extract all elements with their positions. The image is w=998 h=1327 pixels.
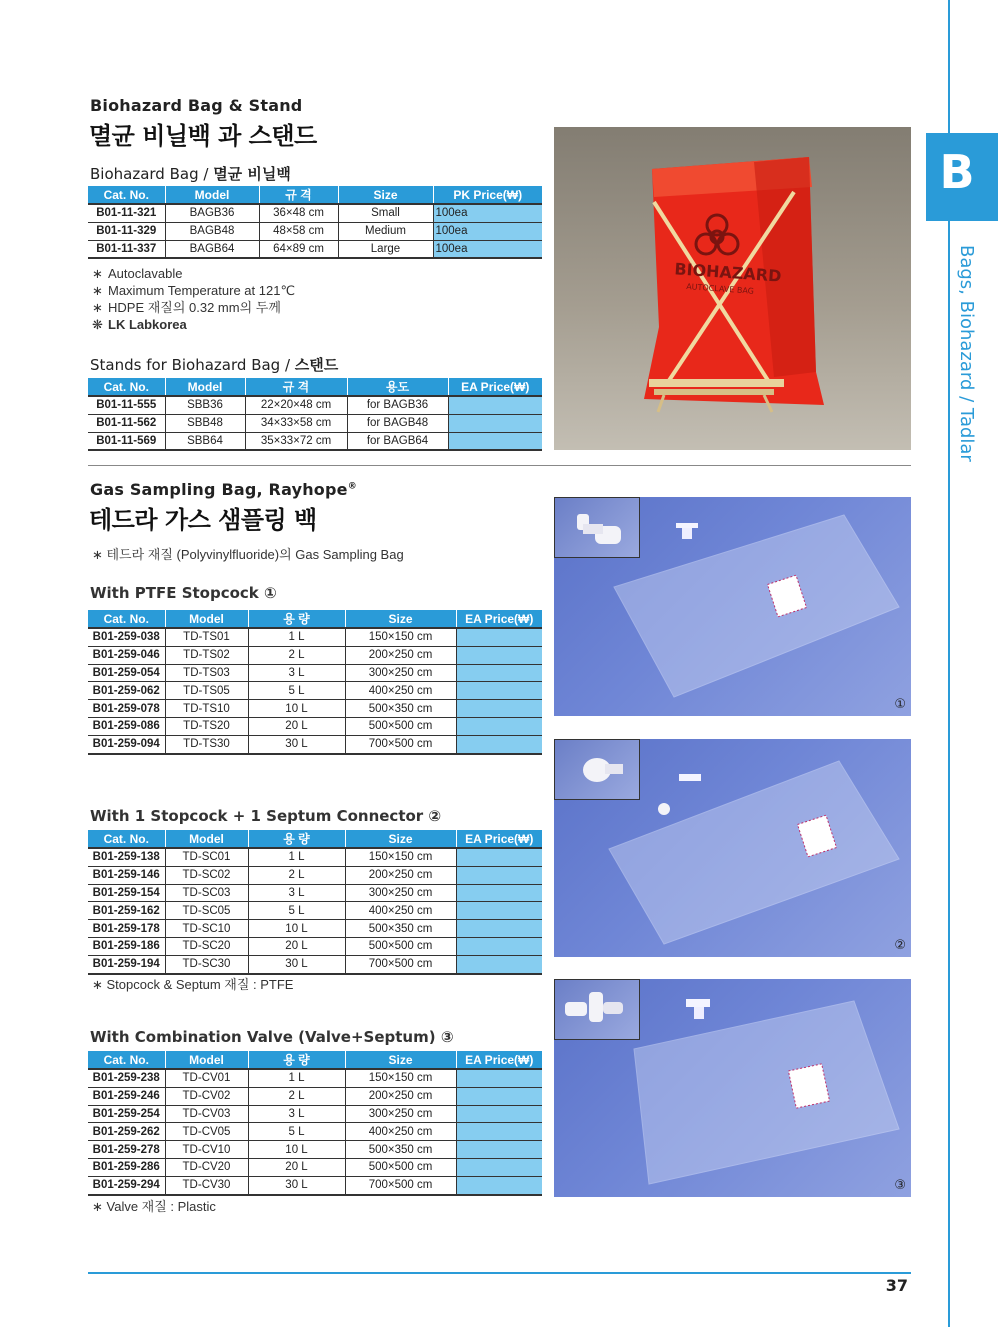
photo-biohazard-text: BIOHAZARD bbox=[673, 259, 782, 286]
col-volume: 용 량 bbox=[248, 610, 345, 628]
stopcock-icon bbox=[555, 498, 639, 557]
bag-subtitle-en: Biohazard Bag / bbox=[90, 165, 214, 183]
col-price: EA Price(₩) bbox=[448, 378, 542, 396]
col-size: Size bbox=[345, 830, 456, 848]
gas-bag-2-inset bbox=[554, 739, 640, 800]
col-cat-no: Cat. No. bbox=[88, 1051, 165, 1069]
group3-table bbox=[88, 1051, 542, 1196]
group2-table bbox=[88, 830, 542, 975]
stand-subtitle-en: Stands for Biohazard Bag / bbox=[90, 356, 295, 374]
biohazard-title-en: Biohazard Bag & Stand bbox=[90, 96, 303, 115]
table-row: B01-259-254 TD-CV03 3 L 300×250 cm bbox=[88, 1105, 542, 1123]
table-row: B01-259-194 TD-SC30 30 L 700×500 cm bbox=[88, 955, 542, 973]
table-row: B01-259-262 TD-CV05 5 L 400×250 cm bbox=[88, 1123, 542, 1141]
group2-note: ∗ Stopcock & Septum 재질 : PTFE bbox=[92, 977, 294, 992]
page-number: 37 bbox=[885, 1276, 908, 1295]
col-cat-no: Cat. No. bbox=[88, 610, 165, 628]
col-model: Model bbox=[165, 1051, 248, 1069]
table-row: B01-259-278 TD-CV10 10 L 500×350 cm bbox=[88, 1141, 542, 1159]
gas-title-ko: 테드라 가스 샘플링 백 bbox=[89, 506, 317, 534]
table-row: B01-259-138 TD-SC01 1 L 150×150 cm bbox=[88, 848, 542, 866]
note-item: ∗ Maximum Temperature at 121℃ bbox=[92, 283, 296, 298]
table-row: B01-11-329 BAGB48 48×58 cm Medium 100ea bbox=[88, 222, 542, 240]
group2-title: With 1 Stopcock + 1 Septum Connector ② bbox=[90, 807, 442, 825]
gas-bag-photo-1 bbox=[554, 497, 911, 716]
group3-title: With Combination Valve (Valve+Septum) ③ bbox=[90, 1028, 454, 1046]
section-tab-letter: B bbox=[939, 145, 975, 199]
vertical-category-text: Bags, Biohazard / Tadlar bbox=[956, 245, 977, 462]
table-row: B01-259-178 TD-SC10 10 L 500×350 cm bbox=[88, 920, 542, 938]
table-row: B01-259-246 TD-CV02 2 L 200×250 cm bbox=[88, 1087, 542, 1105]
biohazard-bag-illustration bbox=[554, 127, 911, 450]
table-row: B01-259-086 TD-TS20 20 L 500×500 cm bbox=[88, 717, 542, 735]
table-row: B01-259-294 TD-CV30 30 L 700×500 cm bbox=[88, 1176, 542, 1194]
table-row: B01-259-238 TD-CV01 1 L 150×150 cm bbox=[88, 1069, 542, 1087]
table-row: B01-11-321 BAGB36 36×48 cm Small 100ea bbox=[88, 204, 542, 222]
gas-title-en: Gas Sampling Bag, Rayhope® bbox=[90, 480, 357, 499]
col-model: Model bbox=[165, 186, 259, 204]
col-size: Size bbox=[345, 1051, 456, 1069]
vertical-category-label bbox=[956, 245, 976, 505]
table-row: B01-259-046 TD-TS02 2 L 200×250 cm bbox=[88, 646, 542, 664]
table-row: B01-259-186 TD-SC20 20 L 500×500 cm bbox=[88, 937, 542, 955]
table-row: B01-259-062 TD-TS05 5 L 400×250 cm bbox=[88, 682, 542, 700]
stand-subtitle-ko: 스탠드 bbox=[294, 356, 339, 374]
photo-marker: ③ bbox=[894, 1177, 906, 1192]
col-volume: 용 량 bbox=[248, 1051, 345, 1069]
col-spec: 규 격 bbox=[245, 378, 347, 396]
combination-valve-icon bbox=[555, 980, 639, 1039]
bag-subtitle-ko: 멸균 비닐백 bbox=[213, 165, 291, 183]
photo-marker: ② bbox=[894, 937, 906, 952]
table-row: B01-259-078 TD-TS10 10 L 500×350 cm bbox=[88, 700, 542, 718]
group1-title: With PTFE Stopcock ① bbox=[90, 584, 277, 602]
gas-bag-1-inset bbox=[554, 497, 640, 558]
col-price: PK Price(₩) bbox=[433, 186, 542, 204]
note-item: ∗ HDPE 재질의 0.32 mm의 두께 bbox=[92, 300, 281, 315]
col-usage: 용도 bbox=[347, 378, 448, 396]
note-item: ❋ LK Labkorea bbox=[92, 317, 187, 332]
col-cat-no: Cat. No. bbox=[88, 186, 165, 204]
footer-rule bbox=[88, 1272, 911, 1274]
biohazard-title-ko: 멸균 비닐백 과 스탠드 bbox=[89, 122, 317, 150]
septum-connector-icon bbox=[555, 740, 639, 799]
biohazard-notes bbox=[92, 265, 295, 333]
group3-note: ∗ Valve 재질 : Plastic bbox=[92, 1199, 216, 1214]
gas-bag-photo-3 bbox=[554, 979, 911, 1197]
table-row: B01-259-162 TD-SC05 5 L 400×250 cm bbox=[88, 902, 542, 920]
col-cat-no: Cat. No. bbox=[88, 830, 165, 848]
group1-table bbox=[88, 610, 542, 755]
table-row: B01-259-286 TD-CV20 20 L 500×500 cm bbox=[88, 1158, 542, 1176]
note-item: ∗ Autoclavable bbox=[92, 266, 183, 281]
gas-bag-photo-2 bbox=[554, 739, 911, 957]
biohazard-bag-photo bbox=[554, 127, 911, 450]
table-row: B01-259-054 TD-TS03 3 L 300×250 cm bbox=[88, 664, 542, 682]
biohazard-bag-subtitle bbox=[90, 163, 291, 184]
col-price: EA Price(₩) bbox=[456, 610, 542, 628]
biohazard-bag-table bbox=[88, 186, 542, 259]
table-row: B01-259-146 TD-SC02 2 L 200×250 cm bbox=[88, 866, 542, 884]
col-size: Size bbox=[345, 610, 456, 628]
col-volume: 용 량 bbox=[248, 830, 345, 848]
photo-marker: ① bbox=[894, 696, 906, 711]
col-price: EA Price(₩) bbox=[456, 830, 542, 848]
col-price: EA Price(₩) bbox=[456, 1051, 542, 1069]
stand-subtitle bbox=[90, 354, 338, 375]
photo-autoclave-text: AUTOCLAVE BAG bbox=[685, 282, 755, 296]
table-row: B01-259-094 TD-TS30 30 L 700×500 cm bbox=[88, 735, 542, 753]
col-spec: 규 격 bbox=[259, 186, 338, 204]
stand-table bbox=[88, 378, 542, 451]
table-row: B01-11-555 SBB36 22×20×48 cm for BAGB36 bbox=[88, 396, 542, 414]
col-model: Model bbox=[165, 830, 248, 848]
table-row: B01-259-038 TD-TS01 1 L 150×150 cm bbox=[88, 628, 542, 646]
gas-bag-3-inset bbox=[554, 979, 640, 1040]
section-divider bbox=[88, 465, 911, 466]
table-row: B01-11-337 BAGB64 64×89 cm Large 100ea bbox=[88, 240, 542, 258]
gas-intro: ∗ 테드라 재질 (Polyvinylfluoride)의 Gas Sampling Bag bbox=[92, 547, 404, 562]
col-size: Size bbox=[338, 186, 433, 204]
section-tab bbox=[926, 133, 998, 221]
table-row: B01-259-154 TD-SC03 3 L 300×250 cm bbox=[88, 884, 542, 902]
col-model: Model bbox=[165, 610, 248, 628]
table-row: B01-11-569 SBB64 35×33×72 cm for BAGB64 bbox=[88, 432, 542, 450]
col-cat-no: Cat. No. bbox=[88, 378, 165, 396]
table-row: B01-11-562 SBB48 34×33×58 cm for BAGB48 bbox=[88, 414, 542, 432]
col-model: Model bbox=[165, 378, 245, 396]
